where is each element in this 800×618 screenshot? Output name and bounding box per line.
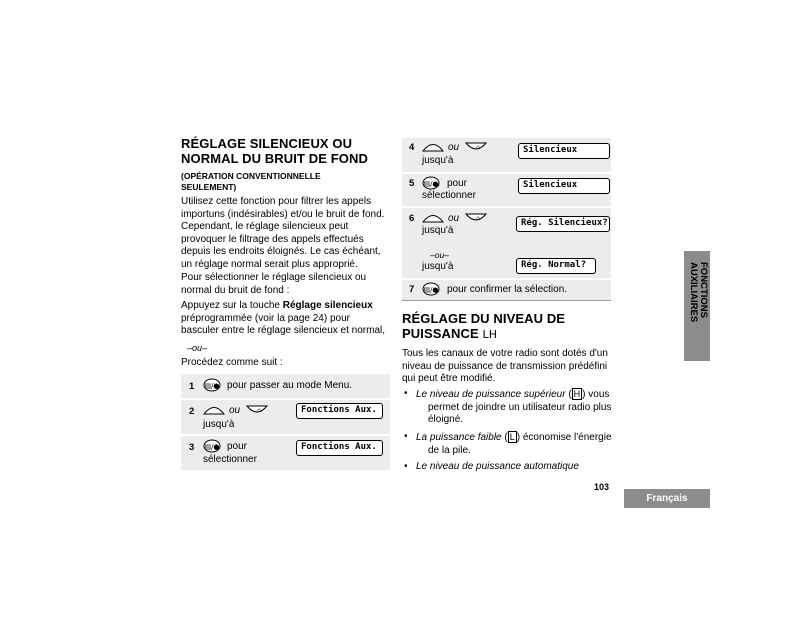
lcd-display: Silencieux <box>518 143 610 159</box>
text-line: un réglage normal serait plus approprié. <box>181 258 358 270</box>
text-line: éloigné. <box>428 414 464 425</box>
or-separator: –ou– <box>187 343 208 353</box>
text-span: vous <box>585 389 610 400</box>
bullet: • <box>404 461 408 472</box>
bullet: • <box>404 431 408 442</box>
language-tab: Français <box>624 489 710 508</box>
step-text: jusqu'à <box>422 261 454 272</box>
step-number: 5 <box>409 178 415 189</box>
low-power-icon: L <box>509 432 515 442</box>
section-title-line1: RÉGLAGE SILENCIEUX OU <box>181 136 353 151</box>
lcd-display: Fonctions Aux. <box>296 403 383 419</box>
step-number: 3 <box>189 442 195 453</box>
step-number: 7 <box>409 284 415 295</box>
step-number: 1 <box>189 381 195 392</box>
page-number: 103 <box>594 482 610 492</box>
lcd-display: Rég. Silencieux? <box>516 216 610 232</box>
menu-select-button-icon <box>422 282 440 301</box>
lcd-display: Silencieux <box>518 178 610 194</box>
text-line: qui peut être modifié. <box>402 373 496 384</box>
menu-select-button-icon <box>203 378 221 397</box>
section-title-silencieux <box>181 136 368 166</box>
section-title-puissance <box>402 311 565 342</box>
section-title-line2: PUISSANCE <box>402 326 479 341</box>
section-subtitle <box>181 171 321 193</box>
or-text: ou <box>448 142 460 153</box>
text-line: importuns (indésirables) et/ou le bruit de fond. <box>181 208 385 220</box>
lcd-display: Rég. Normal? <box>516 258 596 274</box>
svg-text:⌂: ⌂ <box>476 144 480 151</box>
section-title-line1: RÉGLAGE DU NIVEAU DE <box>402 311 566 326</box>
step-number: 6 <box>409 213 415 224</box>
divider <box>402 300 611 301</box>
step-row <box>181 400 390 434</box>
text-line: permet de joindre un utilisateur radio plus <box>428 401 612 413</box>
text-line: Utilisez cette fonction pour filtrer les appels <box>181 196 372 207</box>
text-line: Pour sélectionner le réglage silencieux ou <box>181 272 367 283</box>
text-span: économise l'énergie <box>520 432 612 443</box>
power-level-icon: LH <box>482 328 498 341</box>
step-row <box>402 138 611 172</box>
svg-text:▤/●: ▤/● <box>204 382 220 390</box>
svg-text:⌂: ⌂ <box>257 407 261 414</box>
step-row <box>181 436 390 470</box>
step-text: sélectionner <box>203 454 257 465</box>
text-line: normal du bruit de fond : <box>181 284 290 296</box>
svg-text:▤/●: ▤/● <box>423 286 439 294</box>
item-label: Le niveau de puissance supérieur <box>416 389 566 400</box>
step-text: jusqu'à <box>422 225 454 236</box>
text-line: basculer entre le réglage silencieux et normal, <box>181 325 385 336</box>
step-text: pour <box>227 441 248 452</box>
step-text: pour <box>447 178 468 189</box>
step-row <box>402 280 611 300</box>
step-text: pour confirmer la sélection. <box>447 284 568 295</box>
side-tab-line1: FONCTIONS <box>698 262 709 318</box>
item-label: Le niveau de puissance automatique <box>416 461 579 472</box>
or-text: ou <box>229 405 241 416</box>
list-item: • La puissance faible ( L ) économise l'énergie de la pile. <box>402 431 614 457</box>
bullet: • <box>404 388 408 399</box>
step-row <box>402 174 611 206</box>
svg-text:⌂: ⌂ <box>476 215 480 222</box>
text-line: préprogrammée (voir la page 24) pour <box>181 312 350 324</box>
step-number: 2 <box>189 406 195 417</box>
text-line: Tous les canaux de votre radio sont dotés d'un <box>402 348 608 359</box>
svg-text:▤/●: ▤/● <box>423 180 439 188</box>
subtitle-line2: SEULEMENT) <box>181 182 237 192</box>
steps-table-left <box>181 374 390 470</box>
paragraph-select <box>181 272 366 297</box>
or-separator: –ou– <box>430 250 449 260</box>
text-line: de la pile. <box>428 444 471 456</box>
subtitle-line1: (OPÉRATION CONVENTIONNELLE <box>181 171 321 181</box>
paragraph-intro <box>181 196 384 271</box>
side-tab-line2: AUXILIAIRES <box>688 262 699 323</box>
text-span: Appuyez sur la touche <box>181 300 283 311</box>
lcd-display: Fonctions Aux. <box>296 440 383 456</box>
key-name: Réglage silencieux <box>282 300 373 311</box>
text-line: depuis les endroits éloignés. Le cas échéant, <box>181 246 381 257</box>
list-item <box>402 461 614 474</box>
text-line: niveau de puissance de transmission prédéfini <box>402 360 608 372</box>
step-text: sélectionner <box>422 190 476 201</box>
scroll-down-button-icon <box>464 211 488 229</box>
list-item: • Le niveau de puissance supérieur ( H ) vous permet de joindre un utilisateur radio plus éloigné. <box>402 388 614 427</box>
step-text: jusqu'à <box>203 419 235 430</box>
high-power-icon: H <box>573 389 581 399</box>
text-line: Cependant, le réglage silencieux peut <box>181 221 349 232</box>
steps-table-right <box>402 138 611 300</box>
paragraph-press <box>181 300 385 338</box>
section-title-line2: NORMAL DU BRUIT DE FOND <box>181 151 368 166</box>
step-row <box>402 208 611 278</box>
text-line: provoquer le filtrage des appels effectués <box>181 233 364 245</box>
or-text: ou <box>448 213 460 224</box>
scroll-down-button-icon <box>464 140 488 158</box>
step-row <box>181 374 390 398</box>
procedure-intro: Procédez comme suit : <box>181 357 283 368</box>
scroll-down-button-icon <box>245 403 269 421</box>
step-text: jusqu'à <box>422 155 454 166</box>
svg-text:▤/●: ▤/● <box>204 443 220 451</box>
step-text: pour passer au mode Menu. <box>227 380 353 391</box>
item-label: La puissance faible <box>416 432 502 443</box>
step-number: 4 <box>409 142 415 153</box>
side-tab-label <box>687 262 708 358</box>
paragraph-power-intro <box>402 348 608 386</box>
